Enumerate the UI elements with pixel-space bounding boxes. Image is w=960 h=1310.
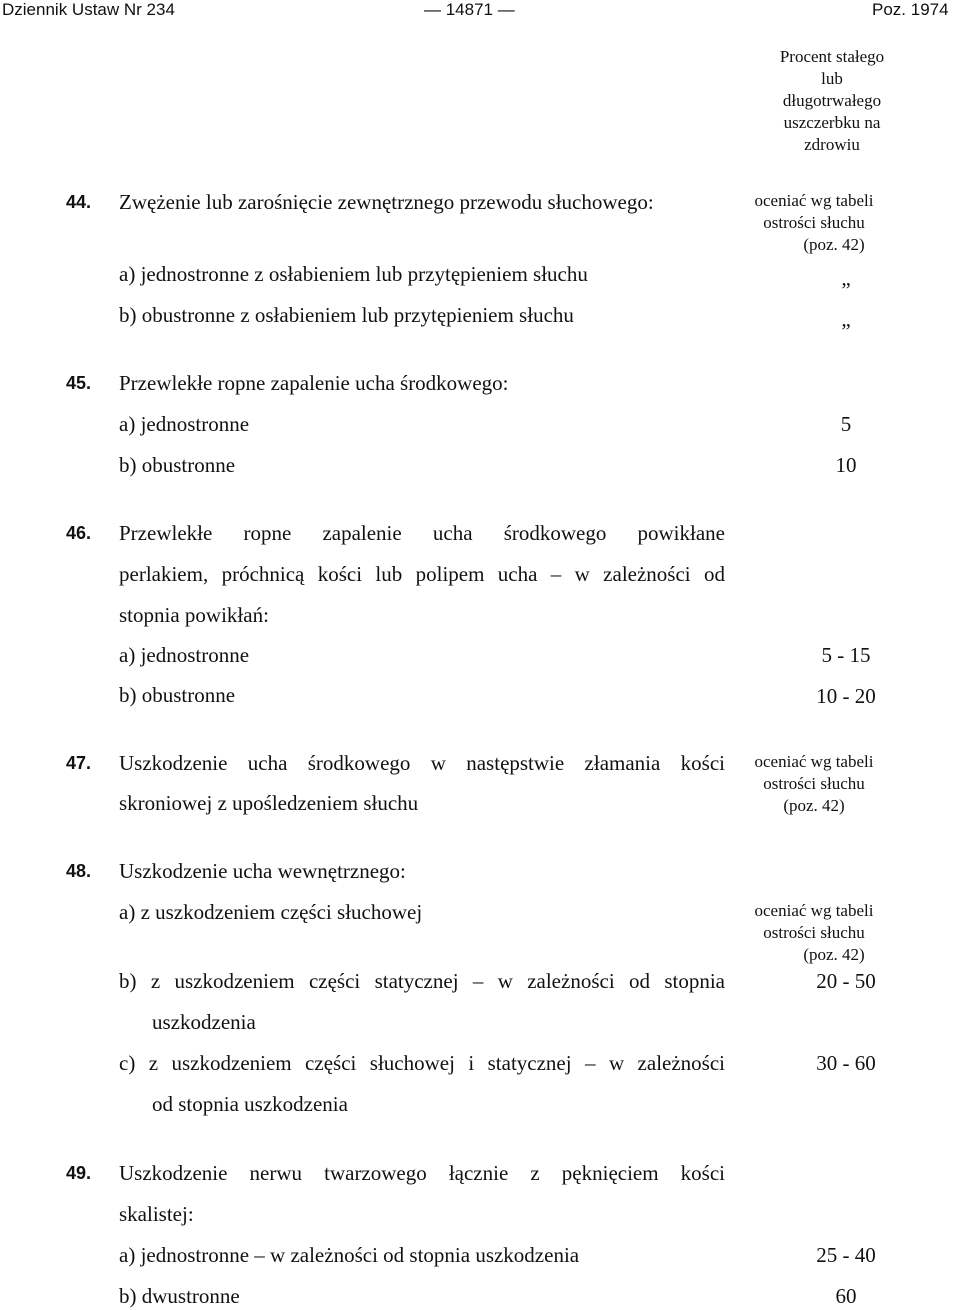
position-number: Poz. 1974 — [872, 0, 949, 19]
item-49-a: a) jednostronne – w zależności od stopnia uszkodzenia — [119, 1243, 580, 1267]
item-number-46: 46. — [66, 523, 92, 543]
item-48-a: a) z uszkodzeniem części słuchowej — [119, 900, 423, 924]
value-line: oceniać wg tabeli — [754, 191, 874, 210]
item-49-b-value: 60 — [835, 1284, 857, 1308]
item-44-title: Zwężenie lub zarośnięcie zewnętrznego przewodu słuchowego: — [119, 190, 654, 214]
item-46-line: stopnia powikłań: — [119, 603, 269, 627]
item-45-title: Przewlekłe ropne zapalenie ucha środkowego: — [119, 371, 509, 395]
item-48-c-line: c) z uszkodzeniem części słuchowej i statycznej – w zależności — [119, 1051, 725, 1075]
column-header — [752, 46, 912, 156]
page-number: — 14871 — — [424, 0, 515, 19]
value-line: (poz. 42) — [803, 945, 865, 964]
item-47-line: Uszkodzenie ucha środkowego w następstwie złamania kości — [119, 751, 725, 775]
item-49-a-value: 25 - 40 — [816, 1243, 876, 1267]
value-line: ostrości słuchu — [763, 213, 865, 232]
value-line: oceniać wg tabeli — [754, 901, 874, 920]
column-header-line: Procent stałego — [779, 47, 885, 66]
item-48-b-value: 20 - 50 — [816, 969, 876, 993]
journal-title: Dziennik Ustaw Nr 234 — [2, 0, 175, 19]
column-header-line: zdrowiu — [804, 135, 860, 154]
item-47-line: skroniowej z upośledzeniem słuchu — [119, 791, 419, 815]
value-line: (poz. 42) — [803, 235, 865, 254]
item-46-b: b) obustronne — [119, 683, 236, 707]
item-48-a-value — [736, 900, 892, 966]
item-45-a-value: 5 — [840, 412, 852, 436]
value-line: ostrości słuchu — [763, 774, 865, 793]
item-49-line: skalistej: — [119, 1202, 194, 1226]
item-48-c-line: od stopnia uszkodzenia — [152, 1092, 348, 1116]
item-45-a: a) jednostronne — [119, 412, 250, 436]
item-48-c-value: 30 - 60 — [816, 1051, 876, 1075]
value-line: oceniać wg tabeli — [754, 752, 874, 771]
column-header-line: długotrwałego — [782, 91, 882, 110]
item-46-a: a) jednostronne — [119, 643, 250, 667]
item-45-b-value: 10 — [835, 453, 857, 477]
item-44-b-value: „ — [841, 307, 851, 331]
item-number-48: 48. — [66, 861, 92, 881]
item-45-b: b) obustronne — [119, 453, 236, 477]
item-number-47: 47. — [66, 753, 92, 773]
column-header-line: lub — [821, 69, 843, 88]
item-49-line: Uszkodzenie nerwu twarzowego łącznie z pęknięciem kości — [119, 1161, 725, 1185]
item-46-line: perlakiem, próchnicą kości lub polipem ucha – w zależności od — [119, 562, 725, 586]
item-number-45: 45. — [66, 373, 92, 393]
column-header-line: uszczerbku na — [783, 113, 881, 132]
item-44-value — [736, 190, 892, 256]
item-46-a-value: 5 - 15 — [821, 643, 871, 667]
value-line: (poz. 42) — [783, 796, 845, 815]
item-44-b: b) obustronne z osłabieniem lub przytępieniem słuchu — [119, 303, 574, 327]
item-44-a: a) jednostronne z osłabieniem lub przytępieniem słuchu — [119, 262, 588, 286]
item-48-b-line: uszkodzenia — [152, 1010, 256, 1034]
item-49-b: b) dwustronne — [119, 1284, 240, 1308]
value-line: ostrości słuchu — [763, 923, 865, 942]
item-47-value — [736, 751, 892, 817]
item-number-44: 44. — [66, 192, 92, 212]
item-46-line: Przewlekłe ropne zapalenie ucha środkowego powikłane — [119, 521, 725, 545]
item-44-a-value: „ — [841, 266, 851, 290]
item-46-b-value: 10 - 20 — [816, 684, 876, 708]
item-48-b-line: b) z uszkodzeniem części statycznej – w zależności od stopnia — [119, 969, 725, 993]
item-48-title: Uszkodzenie ucha wewnętrznego: — [119, 859, 406, 883]
item-number-49: 49. — [66, 1163, 92, 1183]
